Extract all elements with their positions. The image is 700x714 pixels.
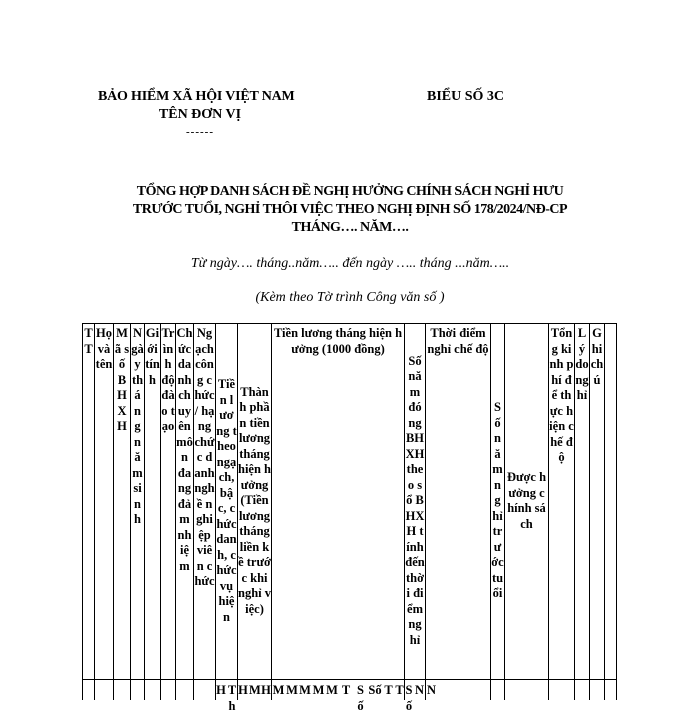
column-header	[491, 324, 504, 678]
column-header: Ngày tháng năm sinh	[131, 326, 144, 526]
column-subheader: M	[272, 683, 285, 697]
column-header: Trình độ đào tạo	[161, 326, 175, 433]
column-subheader: Số	[405, 683, 413, 713]
column-header: Chức danh chuyên môn đang đảm nhiệm	[176, 326, 193, 573]
column-subheader: Số	[368, 683, 382, 697]
column-header	[505, 324, 548, 678]
column-subheader: M	[299, 683, 311, 697]
header-divider: ------	[186, 126, 214, 138]
column-header: Ngạch công chức / hạng chức danh nghề nghiệp viên chức	[194, 326, 215, 588]
column-header: Mã số BHXH	[114, 326, 130, 433]
column-header: Tổng kinh phí để thực hiện chế độ	[549, 326, 574, 464]
column-header	[216, 324, 237, 678]
column-header-text: Tiền lương theo ngạch, bậc, chức danh, chức vụ hiện	[216, 377, 237, 624]
agency-name: BẢO HIỂM XÃ HỘI VIỆT NAM	[98, 89, 295, 104]
column-header: Họ và tên	[95, 326, 113, 371]
column-subheader: Số	[357, 683, 364, 713]
attachment-note: (Kèm theo Tờ trình Công văn số )	[255, 290, 445, 305]
column-header	[238, 324, 271, 678]
column-subheader: T	[395, 683, 404, 697]
column-subheader: H	[261, 683, 271, 697]
column-subheader: H	[216, 683, 226, 697]
summary-table	[82, 323, 617, 713]
column-subheader: M	[326, 683, 338, 697]
column-subheader: H	[238, 683, 248, 697]
document-title-line-2: TRƯỚC TUỔI, NGHỈ THÔI VIỆC THEO NGHỊ ĐỊNH SỐ 178/2024/NĐ-CP	[132, 202, 568, 217]
column-subheader: N	[414, 683, 425, 697]
column-subheader: N	[426, 683, 437, 697]
column-header: Lý do nghỉ	[575, 326, 589, 402]
column-subheader: T	[384, 683, 393, 697]
column-subheader: T	[341, 683, 351, 697]
column-header: TT	[84, 326, 93, 356]
column-subheader: M	[312, 683, 325, 697]
column-subheader: Th	[227, 683, 237, 713]
column-header-text: Số năm đóng BHXH theo sổ BHXH tính đến thời điểm nghỉ	[405, 353, 425, 647]
column-header-text: Thành phần tiền lương tháng hiện hưởng (Tiền lương tháng liền kề trước khi nghỉ việc)	[238, 384, 272, 616]
column-header: Giới tính	[145, 326, 160, 387]
column-header: Ghi chú	[590, 326, 604, 387]
column-subheader: M	[286, 683, 298, 697]
column-header: Thời điểm nghỉ chế độ	[427, 326, 489, 356]
column-header-text: Số năm nghỉ trước tuổi	[491, 400, 504, 601]
form-number: BIỂU SỐ 3C	[427, 89, 505, 104]
reporting-period: Từ ngày…. tháng..năm….. đến ngày ….. tháng ...năm…..	[190, 256, 510, 271]
column-header-text: Được hưởng chính sách	[506, 470, 547, 531]
unit-name: TÊN ĐƠN VỊ	[158, 107, 242, 122]
document-title-line-1: TỔNG HỢP DANH SÁCH ĐỀ NGHỊ HƯỞNG CHÍNH SÁCH NGHỈ HƯU	[136, 184, 564, 199]
document-title-line-3: THÁNG…. NĂM….	[291, 220, 409, 235]
column-header: Tiền lương tháng hiện hưởng (1000 đồng)	[273, 326, 403, 356]
column-subheader: M	[249, 683, 261, 697]
column-header	[405, 324, 425, 678]
